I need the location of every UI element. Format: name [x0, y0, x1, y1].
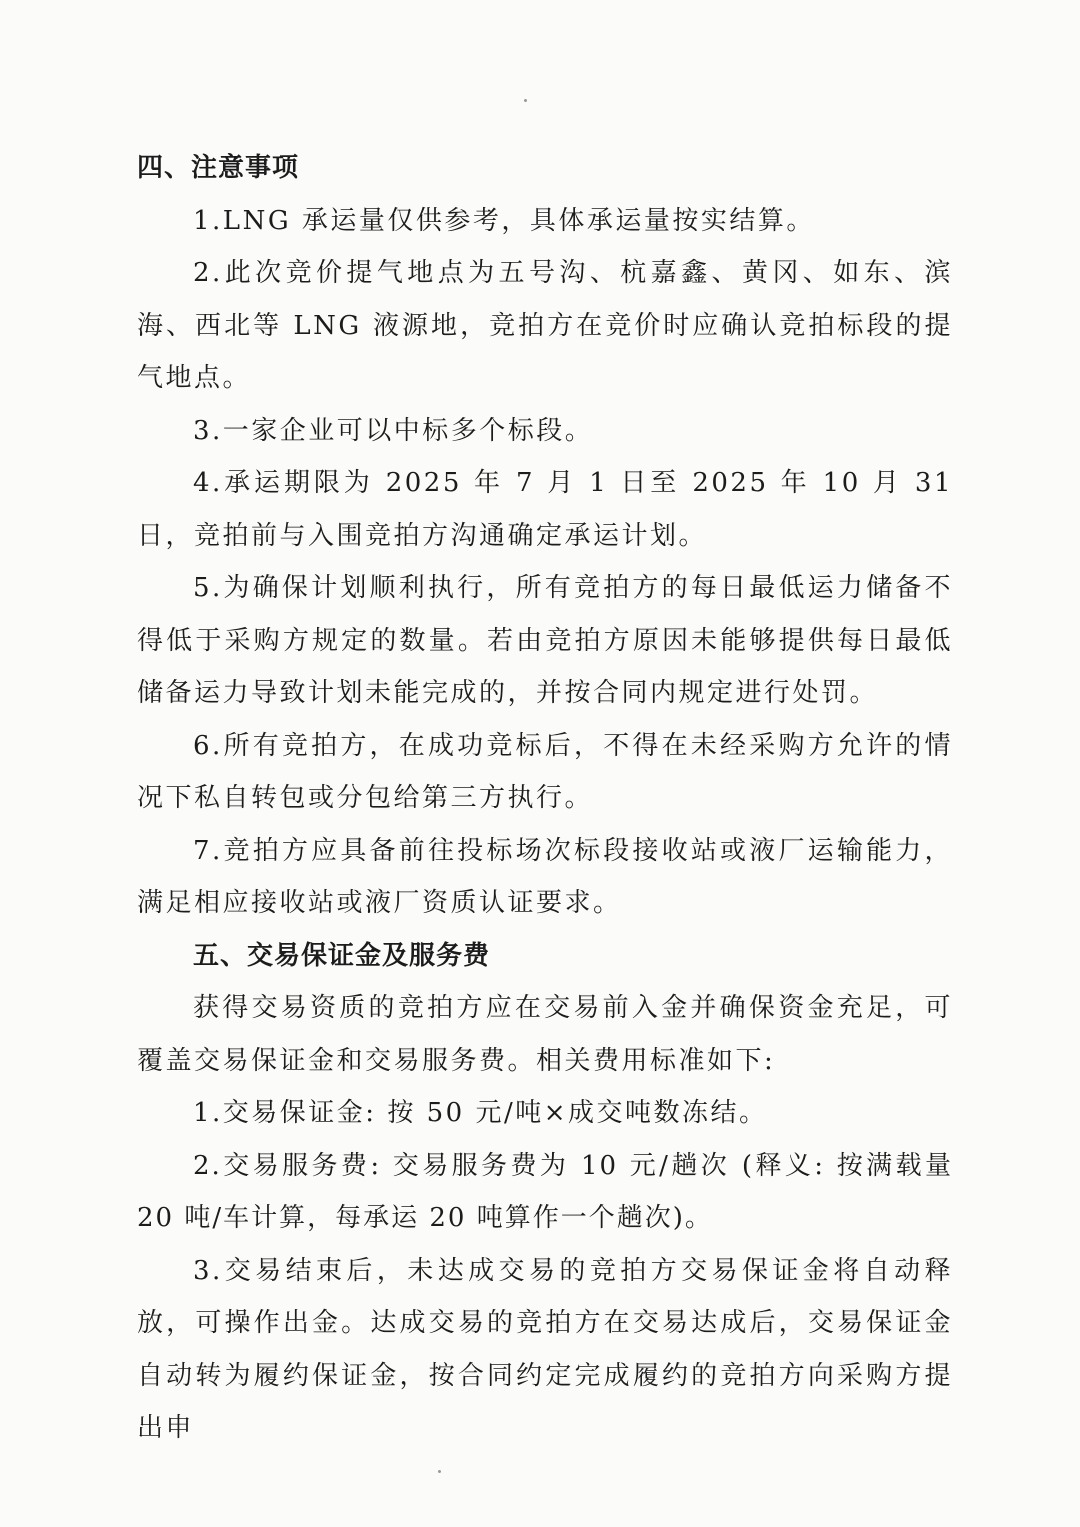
section-5-item-1: 1.交易保证金: 按 50 元/吨×成交吨数冻结。: [193, 1098, 768, 1128]
section-5-item-3: 3.交易结束后，未达成交易的竞拍方交易保证金将自动释放，可操作出金。达成交易的竞拍方在交易达成后，交易保证金自动转为履约保证金，按合同约定完成履约的竞拍方向采购方提出申: [137, 1255, 953, 1443]
section-4-item-5: 5.为确保计划顺利执行，所有竞拍方的每日最低运力储备不得低于采购方规定的数量。若由竞拍方原因未能够提供每日最低储备运力导致计划未能完成的，并按合同内规定进行处罚。: [137, 573, 953, 708]
section-5-item-2: 2.交易服务费: 交易服务费为 10 元/趟次 (释义: 按满载量 20 吨/车计算，每承运 20 吨算作一个趟次)。: [137, 1150, 953, 1233]
document-body: [137, 142, 953, 1455]
section-4-item-6: 6.所有竞拍方，在成功竞标后，不得在未经采购方允许的情况下私自转包或分包给第三方执行。: [137, 730, 953, 813]
section-4-item-4: 4.承运期限为 2025 年 7 月 1 日至 2025 年 10 月 31 日，竞拍前与入围竞拍方沟通确定承运计划。: [137, 468, 953, 551]
section-4-item-2: 2.此次竞价提气地点为五号沟、杭嘉鑫、黄冈、如东、滨海、西北等 LNG 液源地，竞拍方在竞价时应确认竞拍标段的提气地点。: [137, 258, 953, 393]
section-5-intro: 获得交易资质的竞拍方应在交易前入金并确保资金充足，可覆盖交易保证金和交易服务费。相关费用标准如下:: [137, 993, 953, 1076]
scan-speck: [524, 99, 527, 102]
scan-speck: [438, 1470, 441, 1473]
section-5-heading: 五、交易保证金及服务费: [193, 940, 491, 971]
section-4-item-1: 1.LNG 承运量仅供参考，具体承运量按实结算。: [193, 205, 815, 236]
section-4-item-3: 3.一家企业可以中标多个标段。: [193, 415, 594, 446]
section-4-item-7: 7.竞拍方应具备前往投标场次标段接收站或液厂运输能力，满足相应接收站或液厂资质认证要求。: [137, 835, 953, 918]
section-4-heading: 四、注意事项: [137, 153, 300, 183]
